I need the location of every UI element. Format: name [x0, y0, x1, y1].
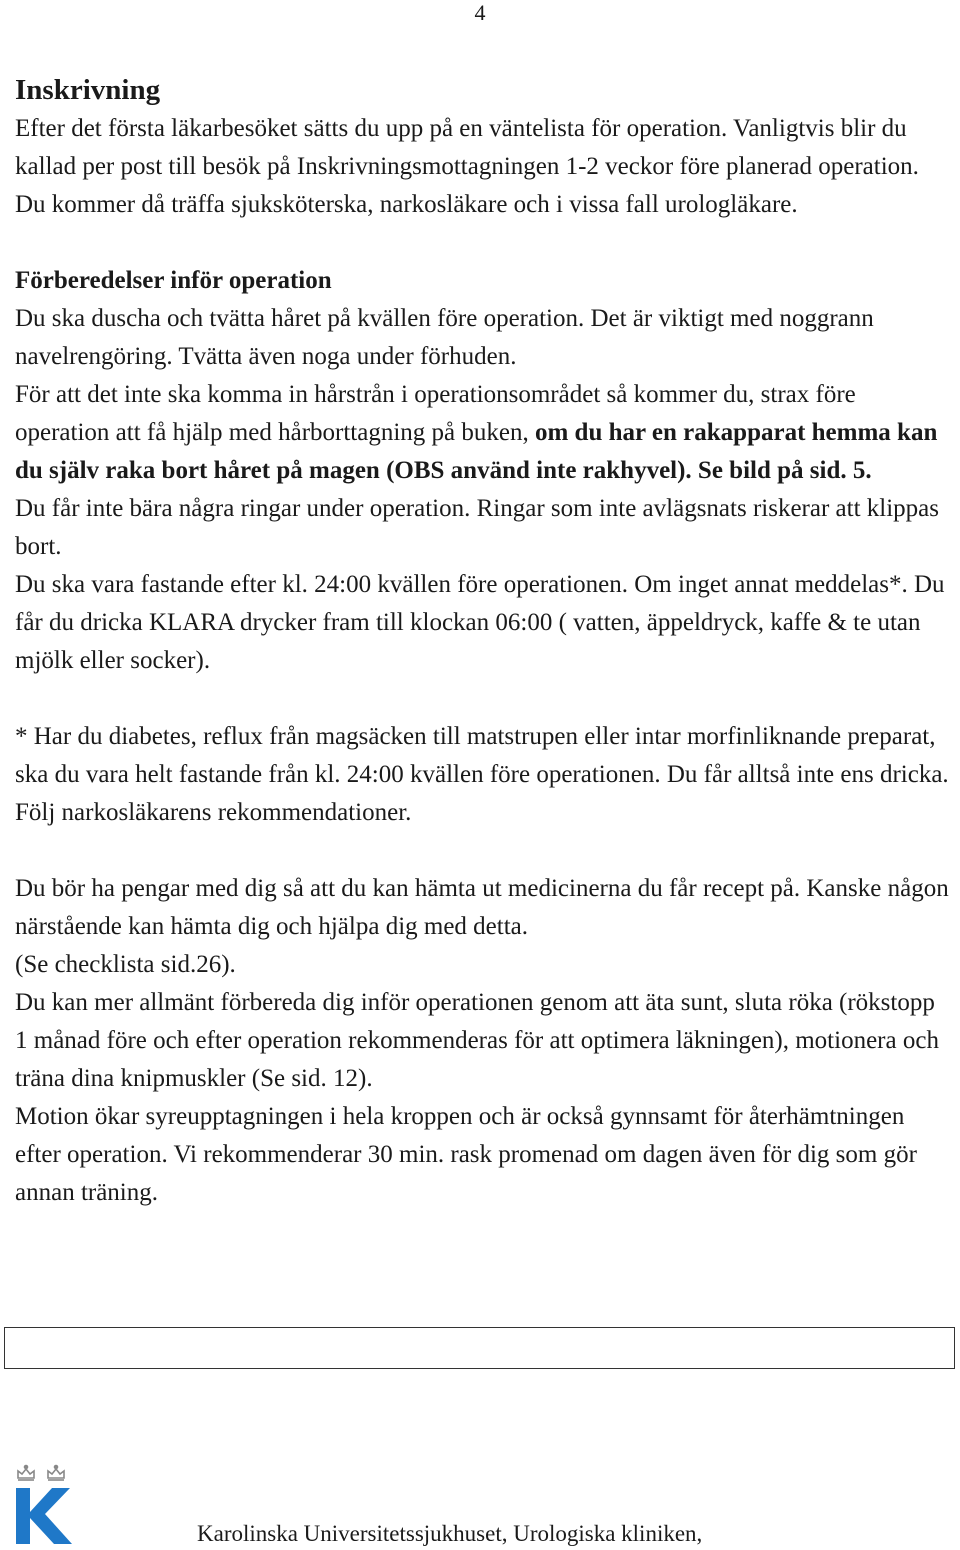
- money-paragraph: Du bör ha pengar med dig så att du kan hämta ut medicinerna du får recept på. Kanske någon närstående kan hämta dig och hjälpa dig med detta.: [15, 875, 949, 940]
- crown-icon: [18, 1466, 64, 1481]
- karolinska-logo: [12, 1462, 78, 1546]
- document-body: [15, 70, 950, 1212]
- spacer: [15, 680, 950, 718]
- section-heading: Inskrivning: [15, 74, 161, 106]
- hair-removal-bold-text: om du har en rakapparat hemma kan du själv raka bort håret på magen (OBS använd inte rakhyvel). Se bild på sid. 5.: [15, 419, 938, 484]
- page-number: 4: [474, 0, 486, 25]
- spacer: [15, 224, 950, 262]
- footer-institution: Karolinska Universitetssjukhuset, Urologiska kliniken,: [197, 1521, 703, 1546]
- k-logo-icon: [16, 1488, 72, 1544]
- exercise-paragraph: Motion ökar syreupptagningen i hela kroppen och är också gynnsamt för återhämtningen efter operation. Vi rekommenderar 30 min. rask promenad om dagen även för dig som gör annan träning.: [15, 1103, 917, 1206]
- shower-paragraph: Du ska duscha och tvätta håret på kvällen före operation. Det är viktigt med noggrann navelrengöring. Tvätta även noga under förhuden.: [15, 305, 874, 370]
- empty-frame-box: [4, 1327, 955, 1369]
- preparation-heading: Förberedelser inför operation: [15, 267, 332, 294]
- hair-removal-text: För att det inte ska komma in hårstrån i operationsområdet så kommer du, strax före operation att få hjälp med hårborttagning på buken,: [15, 381, 856, 446]
- rings-paragraph: Du får inte bära några ringar under operation. Ringar som inte avlägsnats riskerar att klippas bort.: [15, 495, 939, 560]
- general-advice-paragraph: Du kan mer allmänt förbereda dig inför operationen genom att äta sunt, sluta röka (rökstopp 1 månad före och efter operation rekommenderas för att optimera läkningen), motionera och träna dina knipmuskler (Se sid. 12).: [15, 989, 939, 1092]
- footnote-paragraph: * Har du diabetes, reflux från magsäcken till matstrupen eller intar morfinliknande preparat, ska du vara helt fastande från kl. 24:00 kvällen före operationen. Du får alltså inte ens dricka. Följ narkosläkarens rekommendationer.: [15, 723, 949, 826]
- intro-paragraph: Efter det första läkarbesöket sätts du upp på en väntelista för operation. Vanligtvis blir du kallad per post till besök på Inskrivningsmottagningen 1-2 veckor före planerad operation. Du kommer då träffa sjuksköterska, narkosläkare och i vissa fall urologläkare.: [15, 115, 919, 218]
- hair-removal-paragraph: [15, 376, 950, 490]
- fasting-paragraph: Du ska vara fastande efter kl. 24:00 kvällen före operationen. Om inget annat meddelas*. Du får du dricka KLARA drycker fram till klockan 06:00 ( vatten, äppeldryck, kaffe & te utan mjölk eller socker).: [15, 571, 945, 674]
- checklist-reference: (Se checklista sid.26).: [15, 951, 236, 978]
- spacer: [15, 832, 950, 870]
